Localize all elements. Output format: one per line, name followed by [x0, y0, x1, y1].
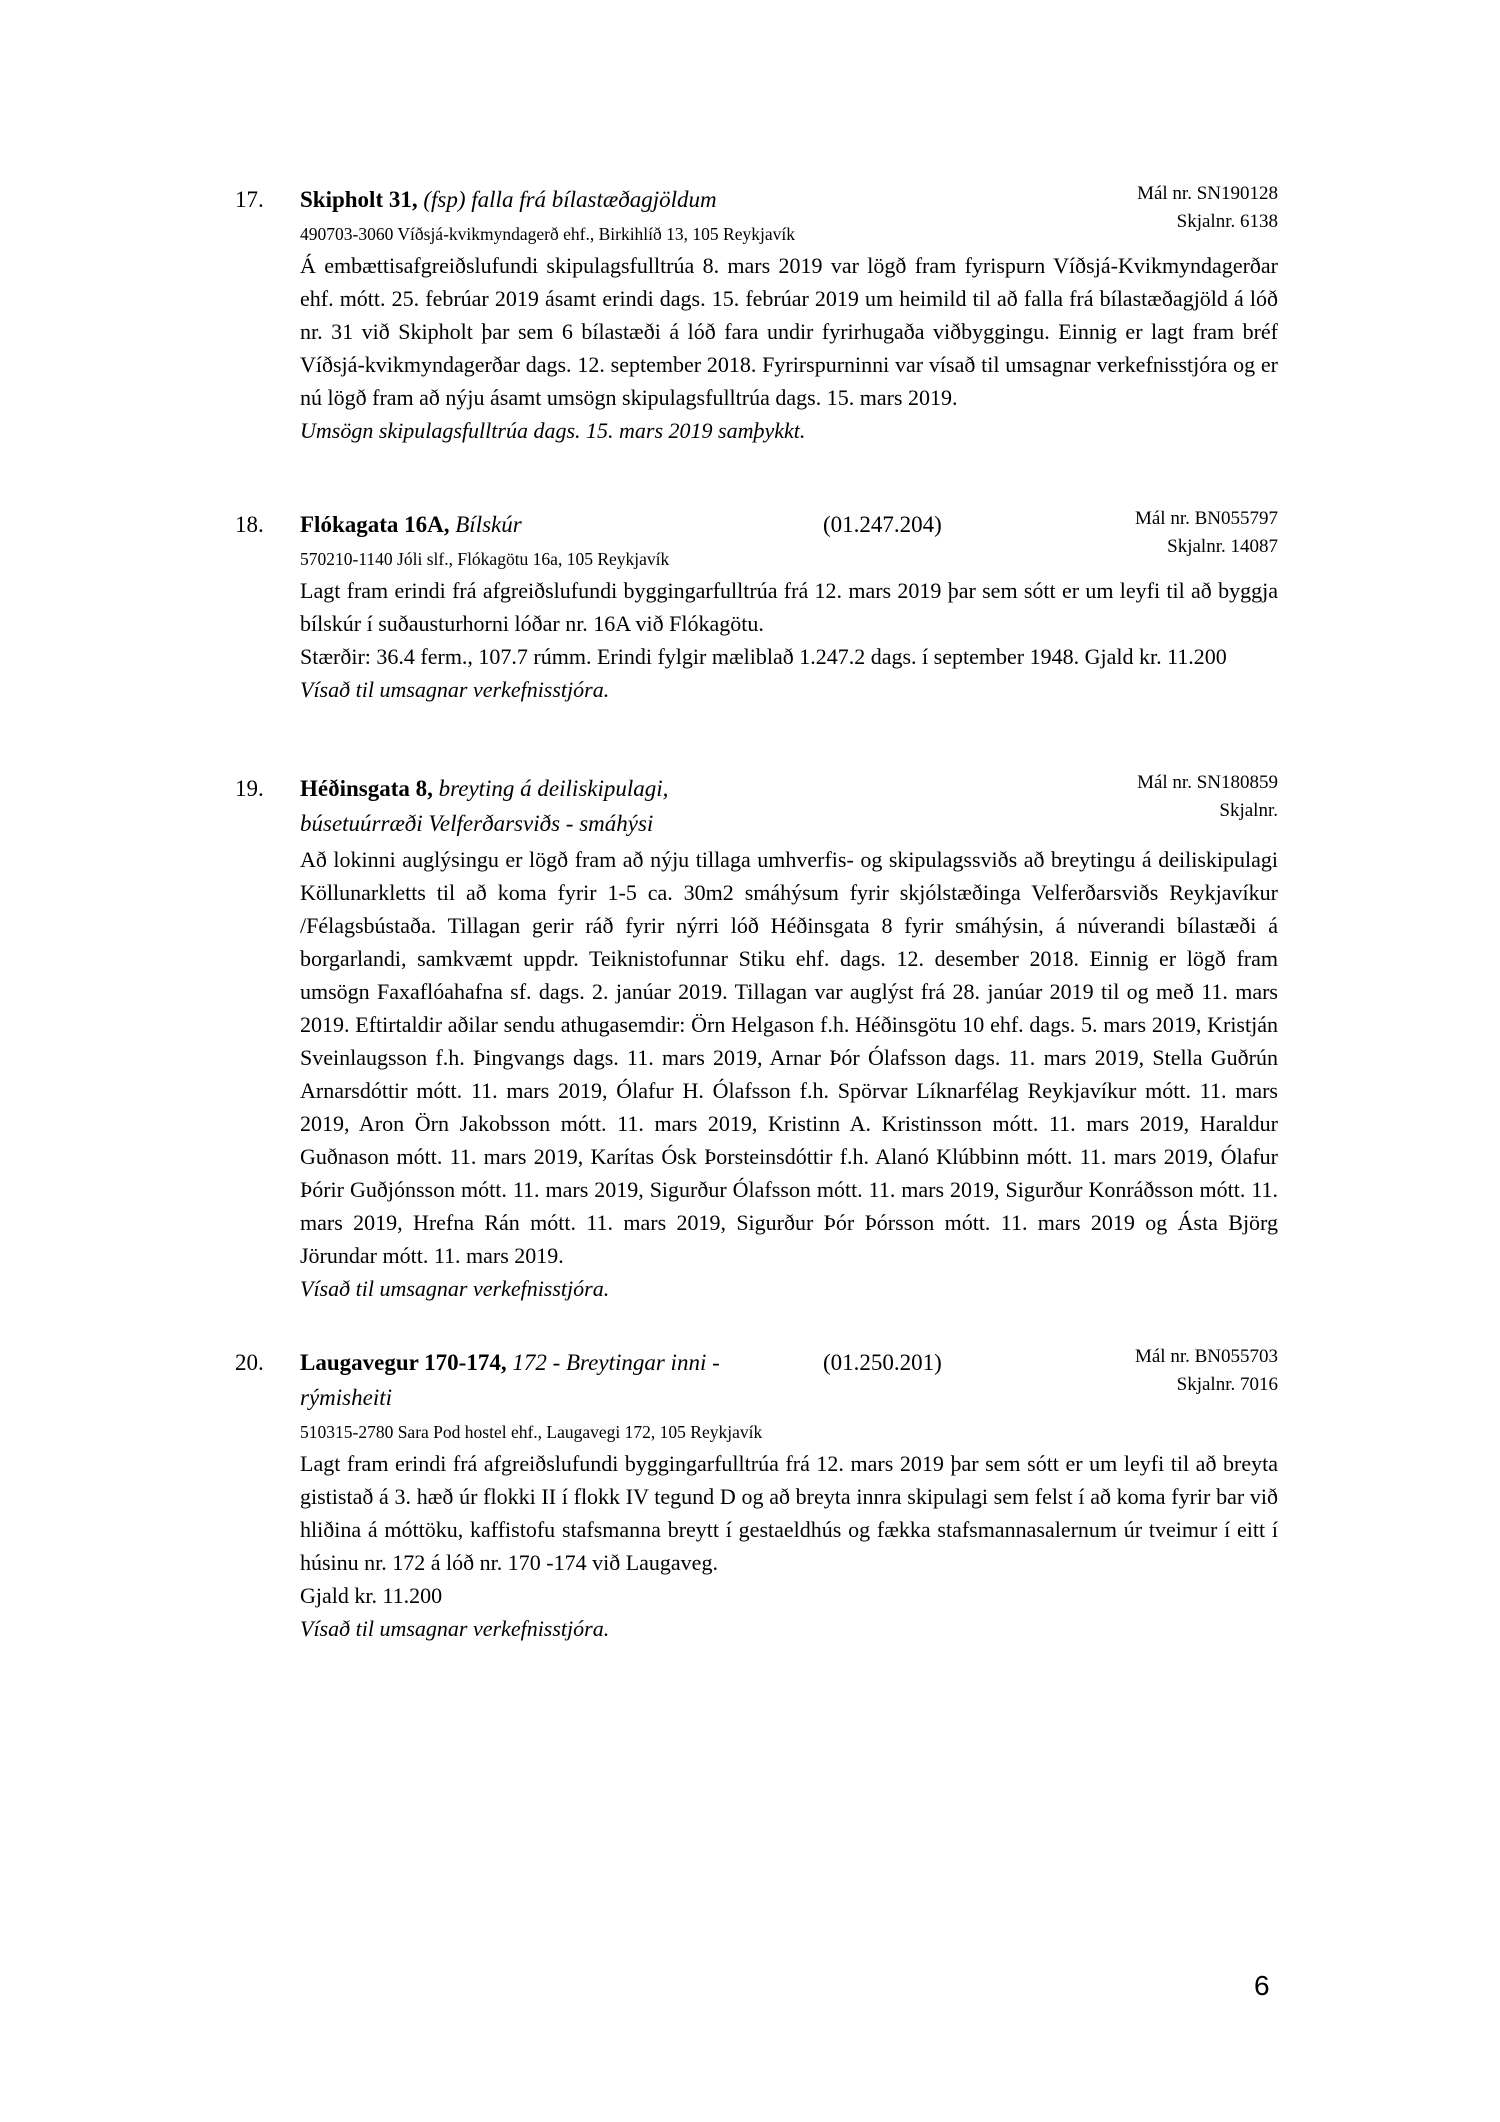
body-paragraph: Stærðir: 36.4 ferm., 107.7 rúmm. Erindi fylgir mæliblað 1.247.2 dags. í september 1948. Gjald kr. 11.200 — [300, 644, 1227, 669]
item-title — [300, 771, 860, 841]
item-body — [300, 249, 1278, 447]
item-body — [300, 843, 1278, 1305]
registrant-line: 510315-2780 Sara Pod hostel ehf., Laugavegi 172, 105 Reykjavík — [300, 1422, 763, 1442]
title-subject: Bílskúr — [455, 512, 522, 537]
resolution-note: Vísað til umsagnar verkefnisstjóra. — [300, 1276, 610, 1301]
agenda-item-19 — [235, 771, 1278, 1305]
title-subject-continued: rýmisheiti — [300, 1385, 392, 1410]
item-header — [300, 771, 1278, 841]
title-address: Héðinsgata 8, — [300, 776, 433, 801]
title-address: Laugavegur 170-174, — [300, 1350, 507, 1375]
item-title — [300, 1345, 860, 1415]
agenda-item-17 — [235, 182, 1278, 447]
agenda-item-18 — [235, 507, 1278, 706]
case-reference — [1137, 180, 1278, 236]
resolution-note: Umsögn skipulagsfulltrúa dags. 15. mars 2019 samþykkt. — [300, 418, 806, 443]
case-number: Mál nr. SN180859 — [1137, 772, 1278, 793]
body-paragraph: Gjald kr. 11.200 — [300, 1583, 443, 1608]
body-paragraph: Lagt fram erindi frá afgreiðslufundi byggingarfulltrúa frá 12. mars 2019 þar sem sótt er um leyfi til að breyta gististað á 3. hæð úr flokki II í flokk IV tegund D og að breyta innra skipulagi sem felst í að koma fyrir bar við hliðina á móttöku, kaffistofu stafsmanna breytt í gestaeldhús og fækka stafsmannasalernum úr tveimur í eitt í húsinu nr. 172 á lóð nr. 170 -174 við Laugaveg. — [300, 1451, 1278, 1575]
item-title — [300, 507, 860, 542]
body-paragraph: Lagt fram erindi frá afgreiðslufundi byggingarfulltrúa frá 12. mars 2019 þar sem sótt er um leyfi til að byggja bílskúr í suðausturhorni lóðar nr. 16A við Flókagötu. — [300, 578, 1278, 636]
body-paragraph: Að lokinni auglýsingu er lögð fram að nýju tillaga umhverfis- og skipulagssviðs að breytingu á deiliskipulagi Köllunarkletts til að koma fyrir 1-5 ca. 30m2 smáhýsum fyrir skjólstæðinga Velferðarsviðs Reykjavíkur /Félagsbústaða. Tillagan gerir ráð fyrir nýrri lóð Héðinsgata 8 fyrir smáhýsin, á núverandi bílastæði á borgarlandi, samkvæmt uppdr. Teiknistofunnar Stiku ehf. dags. 12. desember 2018. Einnig er lögð fram umsögn Faxaflóahafna sf. dags. 2. janúar 2019. Tillagan var auglýst frá 28. janúar 2019 til og með 11. mars 2019. Eftirtaldir aðilar sendu athugasemdir: Örn Helgason f.h. Héðinsgötu 10 ehf. dags. 5. mars 2019, Kristján Sveinlaugsson f.h. Þingvangs dags. 11. mars 2019, Arnar Þór Ólafsson dags. 11. mars 2019, Stella Guðrún Arnarsdóttir mótt. 11. mars 2019, Ólafur H. Ólafsson f.h. Spörvar Líknarfélag Reykjavíkur mótt. 11. mars 2019, Aron Örn Jakobsson mótt. 11. mars 2019, Kristinn A. Kristinsson mótt. 11. mars 2019, Haraldur Guðnason mótt. 11. mars 2019, Karítas Ósk Þorsteinsdóttir f.h. Alanó Klúbbinn mótt. 11. mars 2019, Ólafur Þórir Guðjónsson mótt. 11. mars 2019, Sigurður Ólafsson mótt. 11. mars 2019, Sigurður Konráðsson mótt. 11. mars 2019, Hrefna Rán mótt. 11. mars 2019, Sigurður Þór Þórsson mótt. 11. mars 2019 og Ásta Björg Jörundar mótt. 11. mars 2019. — [300, 847, 1278, 1268]
resolution-note: Vísað til umsagnar verkefnisstjóra. — [300, 1616, 610, 1641]
registrant-line: 570210-1140 Jóli slf., Flókagötu 16a, 105 Reykjavík — [300, 549, 670, 569]
agenda-item-20 — [235, 1345, 1278, 1645]
page-number: 6 — [1254, 1970, 1270, 2001]
document-number: Skjalnr. — [1219, 800, 1278, 821]
title-address: Skipholt 31, — [300, 187, 418, 212]
case-number: Mál nr. BN055703 — [1134, 1346, 1278, 1367]
title-subject: 172 - Breytingar inni - — [512, 1350, 720, 1375]
registrant-line: 490703-3060 Víðsjá-kvikmyndagerð ehf., Birkihlíð 13, 105 Reykjavík — [300, 224, 795, 244]
item-body — [300, 1447, 1278, 1645]
title-address: Flókagata 16A, — [300, 512, 450, 537]
title-subject: breyting á deiliskipulagi, — [438, 776, 669, 801]
case-reference — [1135, 1343, 1278, 1399]
case-reference — [1135, 505, 1278, 561]
body-paragraph: Á embættisafgreiðslufundi skipulagsfulltrúa 8. mars 2019 var lögð fram fyrispurn Víðsjá-Kvikmyndagerðar ehf. mótt. 25. febrúar 2019 ásamt erindi dags. 15. febrúar 2019 um heimild til að falla frá bílastæðagjöld á lóð nr. 31 við Skipholt þar sem 6 bílastæði á lóð fara undir fyrirhugaða viðbyggingu. Einnig er lagt fram bréf Víðsjá-kvikmyndagerðar dags. 12. september 2018. Fyrirspurninni var vísað til umsagnar verkefnisstjóra og er nú lögð fram að nýju ásamt umsögn skipulagsfulltrúa dags. 15. mars 2019. — [300, 253, 1278, 410]
document-number: Skjalnr. 7016 — [1176, 1374, 1278, 1395]
page-content — [235, 182, 1278, 1705]
title-subject-continued: búsetuúrræði Velferðarsviðs - smáhýsi — [300, 811, 654, 836]
document-number: Skjalnr. 14087 — [1167, 536, 1278, 557]
case-reference — [1137, 769, 1278, 825]
item-header — [300, 507, 1278, 557]
document-number: Skjalnr. 6138 — [1176, 211, 1278, 232]
item-title — [300, 182, 860, 217]
resolution-note: Vísað til umsagnar verkefnisstjóra. — [300, 677, 610, 702]
locator-code: (01.250.201) — [823, 1350, 942, 1375]
item-header — [300, 182, 1278, 232]
case-number: Mál nr. BN055797 — [1134, 508, 1278, 529]
item-header — [300, 1345, 1278, 1415]
title-subject: (fsp) falla frá bílastæðagjöldum — [423, 187, 717, 212]
item-number: 18. — [235, 512, 264, 537]
locator-code: (01.247.204) — [823, 512, 942, 537]
item-body — [300, 574, 1278, 706]
item-number: 19. — [235, 776, 264, 801]
item-number: 20. — [235, 1350, 264, 1375]
case-number: Mál nr. SN190128 — [1137, 183, 1278, 204]
item-number: 17. — [235, 187, 264, 212]
